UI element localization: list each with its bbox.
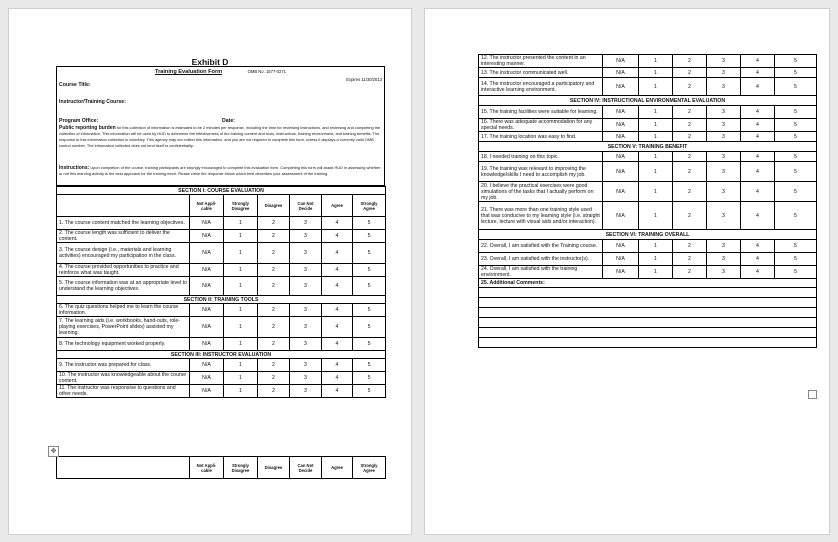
question-row [479,253,817,266]
rating-option-3[interactable]: 3 [707,182,741,202]
section-title-row [57,296,386,304]
exhibit-title: Exhibit D [191,57,229,67]
column-header-row [57,195,386,217]
rating-option-4[interactable]: 4 [741,202,775,230]
comment-line [479,318,817,328]
rating-option-1[interactable]: 1 [639,253,673,266]
question-row [57,243,386,264]
rating-option-N/A[interactable]: N/A [603,132,639,142]
rating-option-5[interactable]: 5 [775,162,817,182]
rating-option-4[interactable]: 4 [741,106,775,119]
column-header-2: Disagree [258,195,290,217]
rating-option-2[interactable]: 2 [258,372,290,385]
rating-option-2[interactable]: 2 [258,277,290,296]
additional-comments-label: 25. Additional Comments: [479,279,817,288]
rating-option-1[interactable]: 1 [224,243,258,264]
comment-line [479,308,817,318]
question-row [57,217,386,230]
rating-option-3[interactable]: 3 [290,359,322,372]
rating-option-2[interactable]: 2 [673,266,707,279]
rating-option-5[interactable]: 5 [353,372,386,385]
form-title: Training Evaluation Form [154,69,223,75]
question-row [479,55,817,68]
rating-option-N/A[interactable]: N/A [603,68,639,78]
question-row [57,317,386,338]
rating-option-3[interactable]: 3 [290,243,322,264]
rating-option-3[interactable]: 3 [707,106,741,119]
instructions-title: Instructions: [59,165,90,171]
question-text: 9. The instructor was prepared for class. [57,359,190,372]
rating-option-3[interactable]: 3 [707,240,741,253]
rating-option-1[interactable]: 1 [224,230,258,243]
section-title-row [479,96,817,106]
question-row [479,119,817,132]
rating-option-3[interactable]: 3 [707,202,741,230]
rating-option-3[interactable]: 3 [707,162,741,182]
rating-option-1[interactable]: 1 [224,338,258,351]
rating-option-5[interactable]: 5 [775,182,817,202]
question-row [479,202,817,230]
rating-option-4[interactable]: 4 [741,253,775,266]
rating-option-1[interactable]: 1 [639,68,673,78]
column-header-row [57,457,386,479]
rating-option-N/A[interactable]: N/A [190,359,224,372]
rating-option-4[interactable]: 4 [741,68,775,78]
comment-line-cell[interactable] [479,308,817,318]
rating-option-4[interactable]: 4 [322,372,353,385]
question-text: 13. The instructor communicated well. [479,68,603,78]
comment-line [479,298,817,308]
question-text: 4. The course provided opportunities to practice and reinforce what was taught. [57,264,190,277]
rating-option-3[interactable]: 3 [707,266,741,279]
expiration-date: Expires 11/30/2013 [346,77,382,82]
rating-option-N/A[interactable]: N/A [603,253,639,266]
rating-option-5[interactable]: 5 [775,132,817,142]
column-header-2: Disagree [258,457,290,479]
question-text: 19. The training was relevant to improving the knowledge/skills I need to accomplish my job. [479,162,603,182]
move-table-handle-icon[interactable]: ✥ [48,446,59,457]
rating-option-4[interactable]: 4 [741,266,775,279]
question-text: 15. The training facilities were suitable for learning. [479,106,603,119]
rating-option-1[interactable]: 1 [224,359,258,372]
comment-line-cell[interactable] [479,318,817,328]
comment-line [479,288,817,298]
rating-option-2[interactable]: 2 [258,217,290,230]
rating-option-5[interactable]: 5 [775,55,817,68]
column-header-3: Can Not Decide [290,195,322,217]
rating-option-4[interactable]: 4 [322,304,353,317]
rating-option-2[interactable]: 2 [673,106,707,119]
question-text: 7. The learning aids (i.e. workbooks, hand-outs, role-playing exercises, PowerPoint slides) assisted my learning. [57,317,190,338]
rating-option-N/A[interactable]: N/A [190,243,224,264]
rating-option-5[interactable]: 5 [353,304,386,317]
rating-option-N/A[interactable]: N/A [603,119,639,132]
rating-option-4[interactable]: 4 [322,385,353,398]
rating-option-4[interactable]: 4 [741,240,775,253]
question-text: 18. I needed training on this topic. [479,152,603,162]
rating-option-N/A[interactable]: N/A [190,317,224,338]
section-title: SECTION VI: TRAINING OVERALL [479,230,817,240]
rating-option-3[interactable]: 3 [707,78,741,96]
question-text: 3. The course design (i.e., materials and learning activities) encouraged my participation in the class. [57,243,190,264]
rating-option-2[interactable]: 2 [673,78,707,96]
rating-option-5[interactable]: 5 [353,317,386,338]
question-row [479,68,817,78]
rating-option-N/A[interactable]: N/A [603,106,639,119]
column-header-0: Not Appli-cable [190,457,224,479]
rating-option-4[interactable]: 4 [741,55,775,68]
rating-option-3[interactable]: 3 [707,132,741,142]
rating-option-4[interactable]: 4 [741,119,775,132]
question-row [57,304,386,317]
instructions-statement [59,165,382,177]
question-row [479,106,817,119]
comment-line [479,328,817,338]
rating-option-3[interactable]: 3 [290,217,322,230]
section-title: SECTION V: TRAINING BENEFIT [479,142,817,152]
question-text: 17. The training location was easy to find. [479,132,603,142]
rating-option-4[interactable]: 4 [322,359,353,372]
comment-line-cell[interactable] [479,338,817,348]
rating-option-3[interactable]: 3 [707,253,741,266]
question-row [479,132,817,142]
date-label: Date: [222,118,235,124]
rating-option-N/A[interactable]: N/A [190,338,224,351]
rating-option-2[interactable]: 2 [673,253,707,266]
rating-option-1[interactable]: 1 [224,385,258,398]
question-row [479,182,817,202]
rating-option-5[interactable]: 5 [775,266,817,279]
rating-option-1[interactable]: 1 [639,78,673,96]
section-title-row [57,351,386,359]
comment-line-cell[interactable] [479,298,817,308]
rating-option-5[interactable]: 5 [775,68,817,78]
section-title: SECTION III: INSTRUCTOR EVALUATION [57,351,386,359]
rating-option-2[interactable]: 2 [673,132,707,142]
rating-option-3[interactable]: 3 [290,372,322,385]
rating-option-N/A[interactable]: N/A [190,277,224,296]
rating-option-1[interactable]: 1 [639,152,673,162]
question-text: 24. Overall, I am satisfied with the training environment. [479,266,603,279]
rating-option-N/A[interactable]: N/A [603,55,639,68]
instructor-label: Instructor/Training Course: [59,99,126,105]
rating-option-2[interactable]: 2 [673,68,707,78]
rating-option-2[interactable]: 2 [673,240,707,253]
question-text: 11. The instructor was responsive to questions and other needs. [57,385,190,398]
rating-option-N/A[interactable]: N/A [603,266,639,279]
rating-option-N/A[interactable]: N/A [190,385,224,398]
rating-option-4[interactable]: 4 [741,162,775,182]
rating-option-2[interactable]: 2 [673,202,707,230]
question-text: 14. The instructor encouraged a participatory and interactive learning environment. [479,78,603,96]
question-text: 2. The course length was sufficient to deliver the content. [57,230,190,243]
instructions-text: Upon completion of the course, training participants are strongly encouraged to complete this evaluation form. Completing this form will assist HUD in assessing whether or not this learning activity is the best approach for the training need. Please circle the response below which best describes your assessment of the training. [59,165,381,176]
rating-option-N/A[interactable]: N/A [603,78,639,96]
question-text: 6. The quiz questions helped me to learn the course information. [57,304,190,317]
comment-line [479,338,817,348]
omb-number: OMB No. 1577-0271 [247,69,286,74]
rating-option-4[interactable]: 4 [322,243,353,264]
rating-option-3[interactable]: 3 [290,317,322,338]
question-row [479,162,817,182]
rating-option-3[interactable]: 3 [290,277,322,296]
comment-line-cell[interactable] [479,288,817,298]
rating-option-1[interactable]: 1 [639,240,673,253]
section-title-row [57,187,386,195]
question-row [57,372,386,385]
column-header-5: Strongly Agree [353,195,386,217]
rating-option-2[interactable]: 2 [673,152,707,162]
question-row [479,78,817,96]
comment-line-cell[interactable] [479,328,817,338]
rating-option-2[interactable]: 2 [673,182,707,202]
rating-option-3[interactable]: 3 [707,55,741,68]
rating-option-3[interactable]: 3 [290,304,322,317]
rating-option-5[interactable]: 5 [775,78,817,96]
burden-statement [59,125,382,149]
column-header-1: Strongly Disagree [224,457,258,479]
rating-option-4[interactable]: 4 [322,338,353,351]
rating-option-2[interactable]: 2 [258,385,290,398]
rating-option-4[interactable]: 4 [741,132,775,142]
question-text: 10. The instructor was knowledgeable about the course content. [57,372,190,385]
rating-option-5[interactable]: 5 [775,152,817,162]
question-row [57,277,386,296]
rating-option-3[interactable]: 3 [290,385,322,398]
question-row [57,338,386,351]
rating-option-5[interactable]: 5 [775,202,817,230]
rating-option-5[interactable]: 5 [353,385,386,398]
column-header-0: Not Appli-cable [190,195,224,217]
rating-option-3[interactable]: 3 [290,338,322,351]
rating-option-4[interactable]: 4 [322,230,353,243]
rating-option-2[interactable]: 2 [258,317,290,338]
question-text: 8. The technology equipment worked properly. [57,338,190,351]
rating-option-5[interactable]: 5 [775,106,817,119]
column-header-4: Agree [322,457,353,479]
rating-option-2[interactable]: 2 [673,55,707,68]
rating-option-2[interactable]: 2 [673,119,707,132]
rating-option-2[interactable]: 2 [258,264,290,277]
rating-option-3[interactable]: 3 [707,152,741,162]
rating-option-2[interactable]: 2 [258,230,290,243]
repeated-column-header [56,456,386,479]
rating-option-1[interactable]: 1 [639,182,673,202]
rating-option-N/A[interactable]: N/A [190,230,224,243]
column-header-1: Strongly Disagree [224,195,258,217]
rating-option-1[interactable]: 1 [639,119,673,132]
question-text: 20. I believe the practical exercises were good simulations of the tasks that I actually perform on my job. [479,182,603,202]
section-title: SECTION II: TRAINING TOOLS [57,296,386,304]
question-row [479,240,817,253]
question-row [479,152,817,162]
column-header-3: Can Not Decide [290,457,322,479]
column-header-blank [57,195,190,217]
evaluation-table-page-1 [56,186,386,398]
question-text: 21. There was more than one training style used that was conducive to my learning style (i.e. straight lecture, lecture with visual aids and/or interaction). [479,202,603,230]
column-header-blank [57,457,190,479]
question-text: 1. The course content matched the learning objectives. [57,217,190,230]
rating-option-1[interactable]: 1 [224,304,258,317]
rating-option-1[interactable]: 1 [639,55,673,68]
question-text: 5. The course information was at an appropriate level to understand the learning objectives. [57,277,190,296]
column-header-5: Strongly Agree [353,457,386,479]
rating-option-N/A[interactable]: N/A [190,304,224,317]
rating-option-5[interactable]: 5 [775,240,817,253]
rating-option-1[interactable]: 1 [224,264,258,277]
rating-option-1[interactable]: 1 [224,372,258,385]
section-title-row [479,142,817,152]
rating-option-1[interactable]: 1 [639,162,673,182]
rating-option-4[interactable]: 4 [322,317,353,338]
rating-option-N/A[interactable]: N/A [190,372,224,385]
rating-option-5[interactable]: 5 [353,230,386,243]
section-title: SECTION I: COURSE EVALUATION [57,187,386,195]
burden-text: for this collection of information is estimated to be 2 minutes per response, including the time for reviewing instructions, and reviewing and completing the collection of information. This information will be used by HUD to determine the effectiveness of the training content and tools, instructions, training environment, and training benefits. The response to this information collection is voluntary. This agency may not collect this information, and you are not required to complete this form, unless it displays a currently valid OMB control number. The information collected does not lend itself to confidentiality. [59,125,381,148]
rating-option-1[interactable]: 1 [224,317,258,338]
rating-option-N/A[interactable]: N/A [603,162,639,182]
rating-option-N/A[interactable]: N/A [190,217,224,230]
comments-header-row [479,279,817,288]
question-row [57,264,386,277]
rating-option-1[interactable]: 1 [639,202,673,230]
question-text: 12. The instructor presented the content in an interesting manner. [479,55,603,68]
rating-option-4[interactable]: 4 [741,152,775,162]
rating-option-2[interactable]: 2 [258,359,290,372]
form-header-box [56,66,385,186]
rating-option-1[interactable]: 1 [639,132,673,142]
rating-option-2[interactable]: 2 [258,338,290,351]
rating-option-5[interactable]: 5 [775,253,817,266]
rating-option-2[interactable]: 2 [673,162,707,182]
rating-option-5[interactable]: 5 [353,217,386,230]
rating-option-3[interactable]: 3 [290,264,322,277]
rating-option-1[interactable]: 1 [224,217,258,230]
rating-option-3[interactable]: 3 [707,68,741,78]
rating-option-N/A[interactable]: N/A [603,240,639,253]
section-title: SECTION IV: INSTRUCTIONAL ENVIRONMENTAL EVALUATION [479,96,817,106]
rating-option-N/A[interactable]: N/A [603,152,639,162]
rating-option-N/A[interactable]: N/A [603,182,639,202]
rating-option-4[interactable]: 4 [322,277,353,296]
course-title-label: Course Title: [59,82,91,88]
question-row [57,385,386,398]
column-header-4: Agree [322,195,353,217]
rating-option-N/A[interactable]: N/A [190,264,224,277]
rating-option-5[interactable]: 5 [353,277,386,296]
question-row [57,359,386,372]
question-text: 16. There was adequate accommodation for any special needs. [479,119,603,132]
rating-option-4[interactable]: 4 [322,217,353,230]
question-row [479,266,817,279]
question-row [57,230,386,243]
rating-option-2[interactable]: 2 [258,243,290,264]
rating-option-3[interactable]: 3 [290,230,322,243]
rating-option-1[interactable]: 1 [639,266,673,279]
evaluation-table-page-2 [478,54,817,348]
rating-option-5[interactable]: 5 [353,243,386,264]
rating-option-2[interactable]: 2 [258,304,290,317]
rating-option-N/A[interactable]: N/A [603,202,639,230]
rating-option-4[interactable]: 4 [741,78,775,96]
program-office-label: Program Office: [59,118,99,124]
rating-option-1[interactable]: 1 [639,106,673,119]
section-title-row [479,230,817,240]
rating-option-5[interactable]: 5 [775,119,817,132]
page-end-marker-icon [808,390,817,399]
rating-option-4[interactable]: 4 [322,264,353,277]
question-text: 22. Overall, I am satisfied with the Training course. [479,240,603,253]
rating-option-4[interactable]: 4 [741,182,775,202]
rating-option-5[interactable]: 5 [353,264,386,277]
rating-option-5[interactable]: 5 [353,359,386,372]
question-text: 23. Overall, I am satisfied with the instructor(s). [479,253,603,266]
rating-option-5[interactable]: 5 [353,338,386,351]
rating-option-3[interactable]: 3 [707,119,741,132]
burden-title: Public reporting burden [59,125,116,131]
rating-option-1[interactable]: 1 [224,277,258,296]
